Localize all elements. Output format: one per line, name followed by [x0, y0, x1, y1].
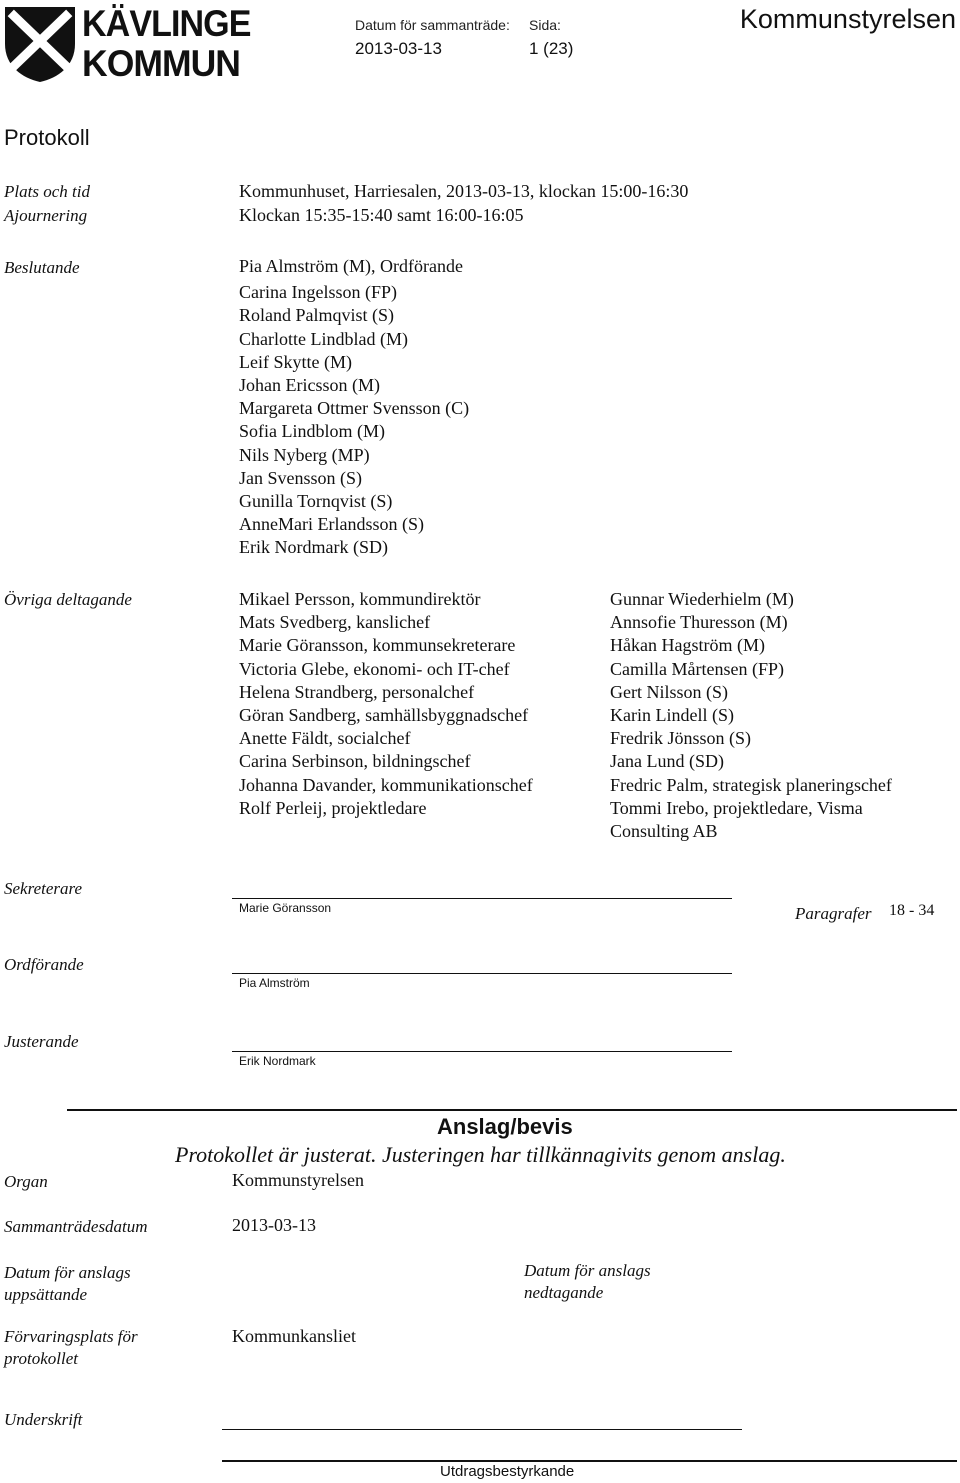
list-item: Mikael Persson, kommundirektör: [239, 589, 481, 609]
list-item: Fredrik Jönsson (S): [610, 728, 752, 749]
storage-value: Kommunkansliet: [232, 1326, 356, 1346]
secretary-name: Marie Göransson: [239, 901, 332, 915]
adjuster-name: Erik Nordmark: [239, 1054, 316, 1068]
list-item: Karin Lindell (S): [610, 705, 734, 726]
list-item: Charlotte Lindblad (M): [239, 328, 408, 349]
list-item: Carina Serbinson, bildningschef: [239, 751, 471, 772]
notice-statement: Protokollet är justerat. Justeringen har tillkännagivits genom anslag.: [175, 1142, 786, 1167]
list-item: Gunilla Tornqvist (S): [239, 491, 393, 512]
coat-of-arms-icon: [2, 4, 78, 84]
adjuster-signature-line: [232, 1051, 732, 1052]
organ-value: Kommunstyrelsen: [232, 1170, 364, 1190]
place-label: Plats och tid: [4, 182, 90, 201]
removal-date-label-line2: nedtagande: [524, 1283, 604, 1302]
adjuster-label: Justerande: [4, 1032, 79, 1051]
deciding-label: Beslutande: [4, 258, 80, 277]
list-item: AnneMari Erlandsson (S): [239, 514, 424, 535]
page-number: 1 (23): [529, 39, 574, 58]
adjournment-label: Ajournering: [4, 206, 88, 225]
notice-title: Anslag/bevis: [437, 1114, 573, 1139]
list-item: Consulting AB: [610, 821, 718, 842]
page-label: Sida:: [529, 17, 561, 33]
logo-text-line2: KOMMUN: [82, 43, 241, 84]
list-item: Rolf Perleij, projektledare: [239, 797, 427, 818]
other-participants-col1: [239, 588, 533, 820]
municipality-logo: [2, 3, 251, 84]
list-item: Jan Svensson (S): [239, 467, 363, 488]
other-participants-label: Övriga deltagande: [4, 590, 132, 609]
document-title: Protokoll: [4, 125, 90, 150]
paragraphs-label: Paragrafer: [795, 904, 872, 923]
storage-label-line1: Förvaringsplats för: [4, 1327, 138, 1346]
meeting-date-value: 2013-03-13: [355, 39, 442, 58]
list-item: Leif Skytte (M): [239, 351, 352, 372]
list-item: Sofia Lindblom (M): [239, 421, 385, 442]
list-item: Göran Sandberg, samhällsbyggnadschef: [239, 705, 529, 726]
notice-divider: [67, 1109, 957, 1111]
other-participants-col2: [610, 588, 892, 843]
chair-signature-line: [232, 973, 732, 974]
list-item: Annsofie Thuresson (M): [610, 612, 788, 633]
meeting-date-notice-label: Sammanträdesdatum: [4, 1217, 148, 1236]
list-item: Carina Ingelsson (FP): [239, 282, 397, 303]
deciding-members-list: [239, 255, 469, 560]
meeting-date-label: Datum för sammanträde:: [355, 17, 510, 33]
organ-label: Organ: [4, 1172, 48, 1191]
list-item: Mats Svedberg, kanslichef: [239, 612, 431, 633]
list-item: Camilla Mårtensen (FP): [610, 658, 784, 679]
list-item: Helena Strandberg, personalchef: [239, 681, 475, 702]
chair-label: Ordförande: [4, 955, 84, 974]
list-item: Erik Nordmark (SD): [239, 537, 388, 558]
list-item: Margareta Ottmer Svensson (C): [239, 398, 470, 419]
list-item: Fredric Palm, strategisk planeringschef: [610, 774, 892, 795]
list-item: Gunnar Wiederhielm (M): [610, 589, 794, 609]
list-item: Pia Almström (M), Ordförande: [239, 256, 463, 276]
posting-date-label-line1: Datum för anslags: [4, 1263, 131, 1282]
signature-line: [222, 1429, 742, 1430]
logo-text-line1: KÄVLINGE: [82, 3, 251, 44]
meeting-date-notice-value: 2013-03-13: [232, 1215, 316, 1235]
paragraphs-value: 18 - 34: [889, 902, 935, 919]
removal-date-label-line1: Datum för anslags: [524, 1261, 651, 1280]
list-item: Marie Göransson, kommunsekreterare: [239, 635, 516, 656]
signature-label: Underskrift: [4, 1410, 83, 1429]
list-item: Johanna Davander, kommunikationschef: [239, 774, 533, 795]
posting-date-label: [4, 1262, 131, 1306]
list-item: Gert Nilsson (S): [610, 681, 728, 702]
signature-caption: Utdragsbestyrkande: [440, 1463, 575, 1480]
secretary-signature-line: [232, 898, 732, 899]
place-value: Kommunhuset, Harriesalen, 2013-03-13, klockan 15:00-16:30: [239, 181, 689, 201]
bottom-divider: [222, 1460, 957, 1462]
posting-date-label-line2: uppsättande: [4, 1285, 88, 1304]
list-item: Victoria Glebe, ekonomi- och IT-chef: [239, 658, 510, 679]
adjournment-value: Klockan 15:35-15:40 samt 16:00-16:05: [239, 205, 524, 225]
list-item: Roland Palmqvist (S): [239, 305, 395, 326]
list-item: Johan Ericsson (M): [239, 375, 380, 396]
list-item: Håkan Hagström (M): [610, 635, 765, 656]
chair-name: Pia Almström: [239, 976, 310, 990]
removal-date-label: [524, 1260, 651, 1304]
storage-label-line2: protokollet: [4, 1349, 78, 1368]
list-item: Anette Fäldt, socialchef: [239, 728, 411, 749]
storage-label: [4, 1326, 138, 1370]
secretary-label: Sekreterare: [4, 879, 83, 898]
organ-title: Kommunstyrelsen: [739, 4, 956, 34]
list-item: Jana Lund (SD): [610, 751, 724, 772]
list-item: Nils Nyberg (MP): [239, 444, 370, 465]
list-item: Tommi Irebo, projektledare, Visma: [610, 797, 863, 818]
